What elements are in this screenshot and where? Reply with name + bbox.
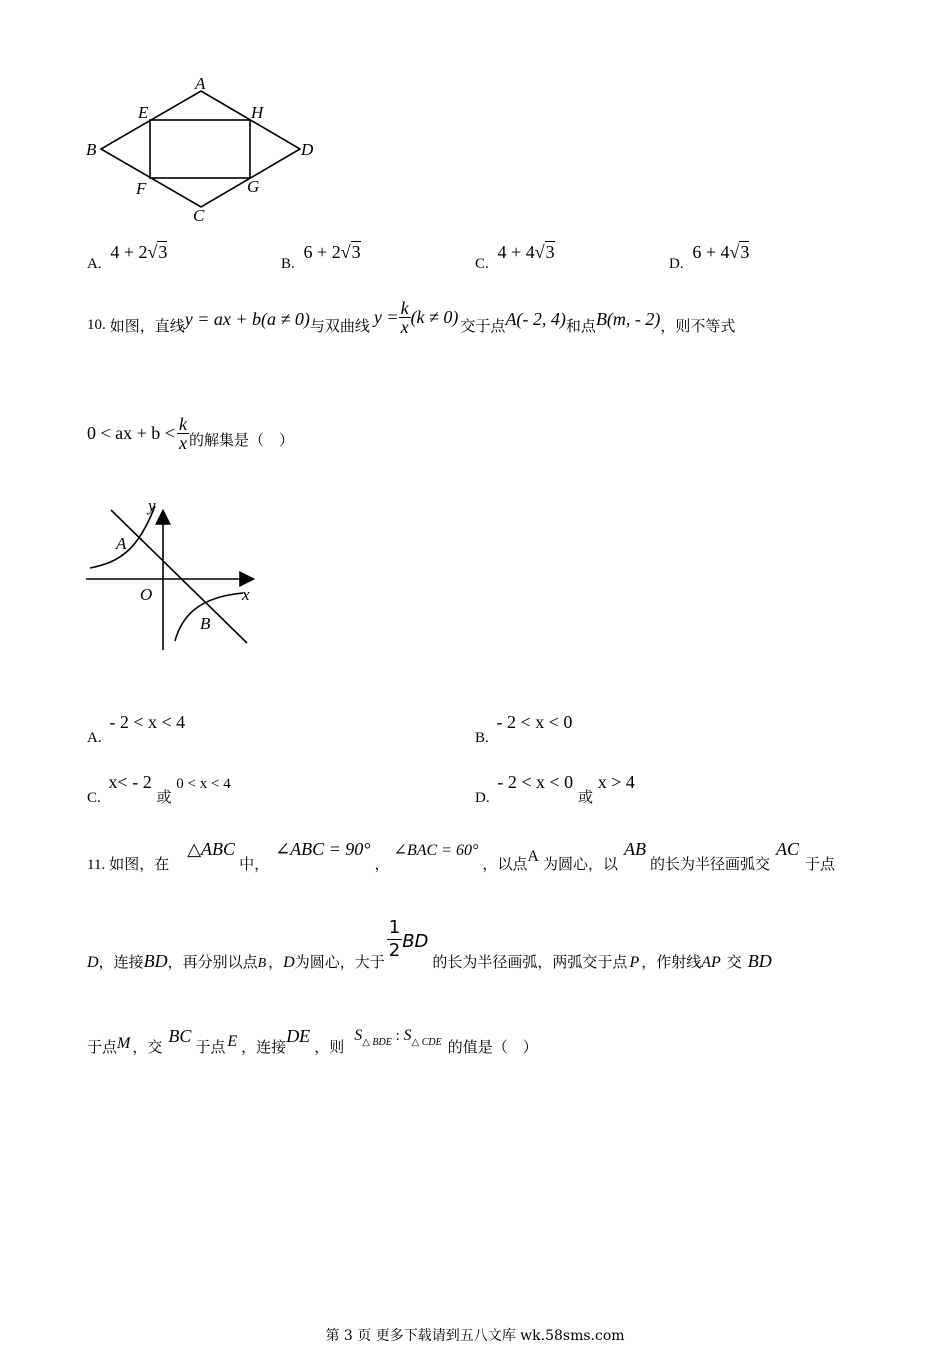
graph-label-O: O [140,585,153,604]
q11-stem-line2: D ，连接 BD ，再分别以点 B ， D 为圆心，大于 $\frac{1}{2}$ BD 的长为半径画弧，两弧交于点 P ，作射线 AP 交 BD [87,917,772,971]
label-C: C [193,206,205,225]
q10-option-c: C. x< - 2 或 0 < x < 4 [87,772,231,806]
figure-rhombus [80,70,330,230]
graph-label-A: A [116,534,127,553]
q9-option-d: D. 6 + 4√3 [669,242,750,272]
label-B: B [86,140,97,159]
q10-graph [80,490,270,660]
q10-option-a: A. - 2 < x < 4 [87,712,186,746]
q11-stem-line3: 于点 M ，交 BC 于点 E ，连接 DE ，则 $S_{\triangle BDE}$ : $S_{\triangle CDE}$ 的值是（ ） [87,1026,538,1056]
label-G: G [247,177,260,196]
label-H: H [251,103,264,122]
straight-line [111,510,247,643]
label-F: F [136,179,147,198]
q10-option-d: D. - 2 < x < 0 或 x > 4 [475,772,635,806]
q10-option-b: B. - 2 < x < 0 [475,712,573,746]
page-footer: 第 3 页 更多下载请到五八文库 wk.58sms.com [325,1328,625,1344]
q10-stem-line2: 0 < ax + b < $\frac{k}{x}$ 的解集是（ ） [87,413,294,453]
graph-label-x: x [242,585,250,604]
q9-option-a: A. 4 + 2√3 [87,242,168,272]
q9-option-b: B. 6 + 2√3 [281,242,361,272]
label-D: D [301,140,314,159]
q11-stem-line1: 11. 如图，在 △ABC 中， ∠ABC = 90° ， ∠BAC = 60° ，以点 A 为圆心，以 AB 的长为半径画弧交 AC 于点 [87,839,835,873]
label-E: E [138,103,149,122]
label-A: A [195,74,206,93]
graph-label-B: B [200,614,211,633]
q10-stem-line1: 10. 如图，直线 y = ax + b(a ≠ 0) 与双曲线 y = $\frac{k}{x}$ (k ≠ 0) 交于点 A(- 2, 4) 和点 B(m, - 2) ，则不等式 [87,297,736,337]
q9-option-c: C. 4 + 4√3 [475,242,555,272]
graph-label-y: y [148,496,156,515]
